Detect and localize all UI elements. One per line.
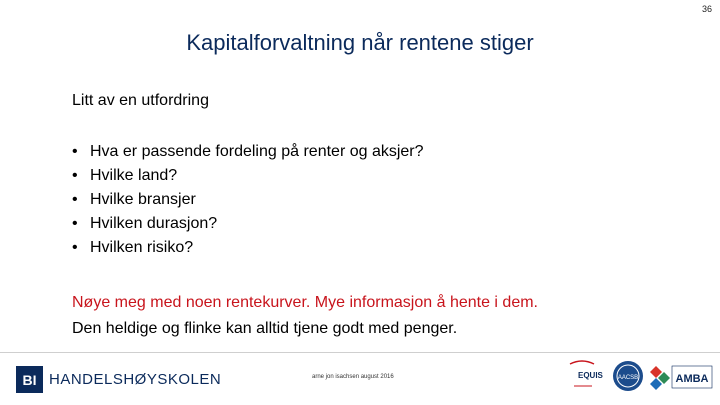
bullet-item — [72, 140, 424, 164]
slide-number: 36 — [701, 4, 712, 14]
bullet-text: Hvilken durasjon? — [90, 215, 218, 232]
bullet-dot-icon: • — [72, 239, 78, 256]
accreditation-logos — [564, 356, 716, 398]
highlight-text: Nøye meg med noen rentekurver. Mye informasjon å hente i dem. — [72, 294, 538, 311]
bullet-dot-icon: • — [72, 191, 78, 208]
bullet-item — [72, 236, 424, 260]
svg-text:AMBA: AMBA — [675, 373, 709, 385]
bullet-item — [72, 164, 424, 188]
bi-logo-name: HANDELSHØYSKOLEN — [49, 371, 222, 388]
bi-logo-mark: BI — [16, 366, 43, 393]
slide-title: Kapitalforvaltning når rentene stiger — [186, 30, 534, 55]
bullet-text: Hvilke land? — [90, 167, 178, 184]
bullet-item — [72, 212, 424, 236]
aacsb-logo — [613, 361, 643, 391]
slide-subtitle: Litt av en utfordring — [72, 92, 209, 109]
bullet-item — [72, 188, 424, 212]
bullet-dot-icon: • — [72, 167, 78, 184]
svg-text:AACSB: AACSB — [617, 375, 639, 381]
bi-logo — [16, 366, 221, 393]
equis-logo — [570, 361, 604, 386]
bullet-text: Hvilken risiko? — [90, 239, 194, 256]
bullet-text: Hva er passende fordeling på renter og aksjer? — [90, 143, 424, 160]
svg-text:EQUIS: EQUIS — [578, 371, 603, 380]
bullet-text: Hvilke bransjer — [90, 191, 196, 208]
footer-credit: arne jon isachsen august 2016 — [312, 374, 394, 380]
amba-logo — [650, 366, 712, 390]
closing-text: Den heldige og flinke kan alltid tjene godt med penger. — [72, 320, 458, 337]
bullet-dot-icon: • — [72, 215, 78, 232]
bullet-list — [72, 140, 424, 260]
bullet-dot-icon: • — [72, 143, 78, 160]
footer-divider — [0, 352, 720, 353]
